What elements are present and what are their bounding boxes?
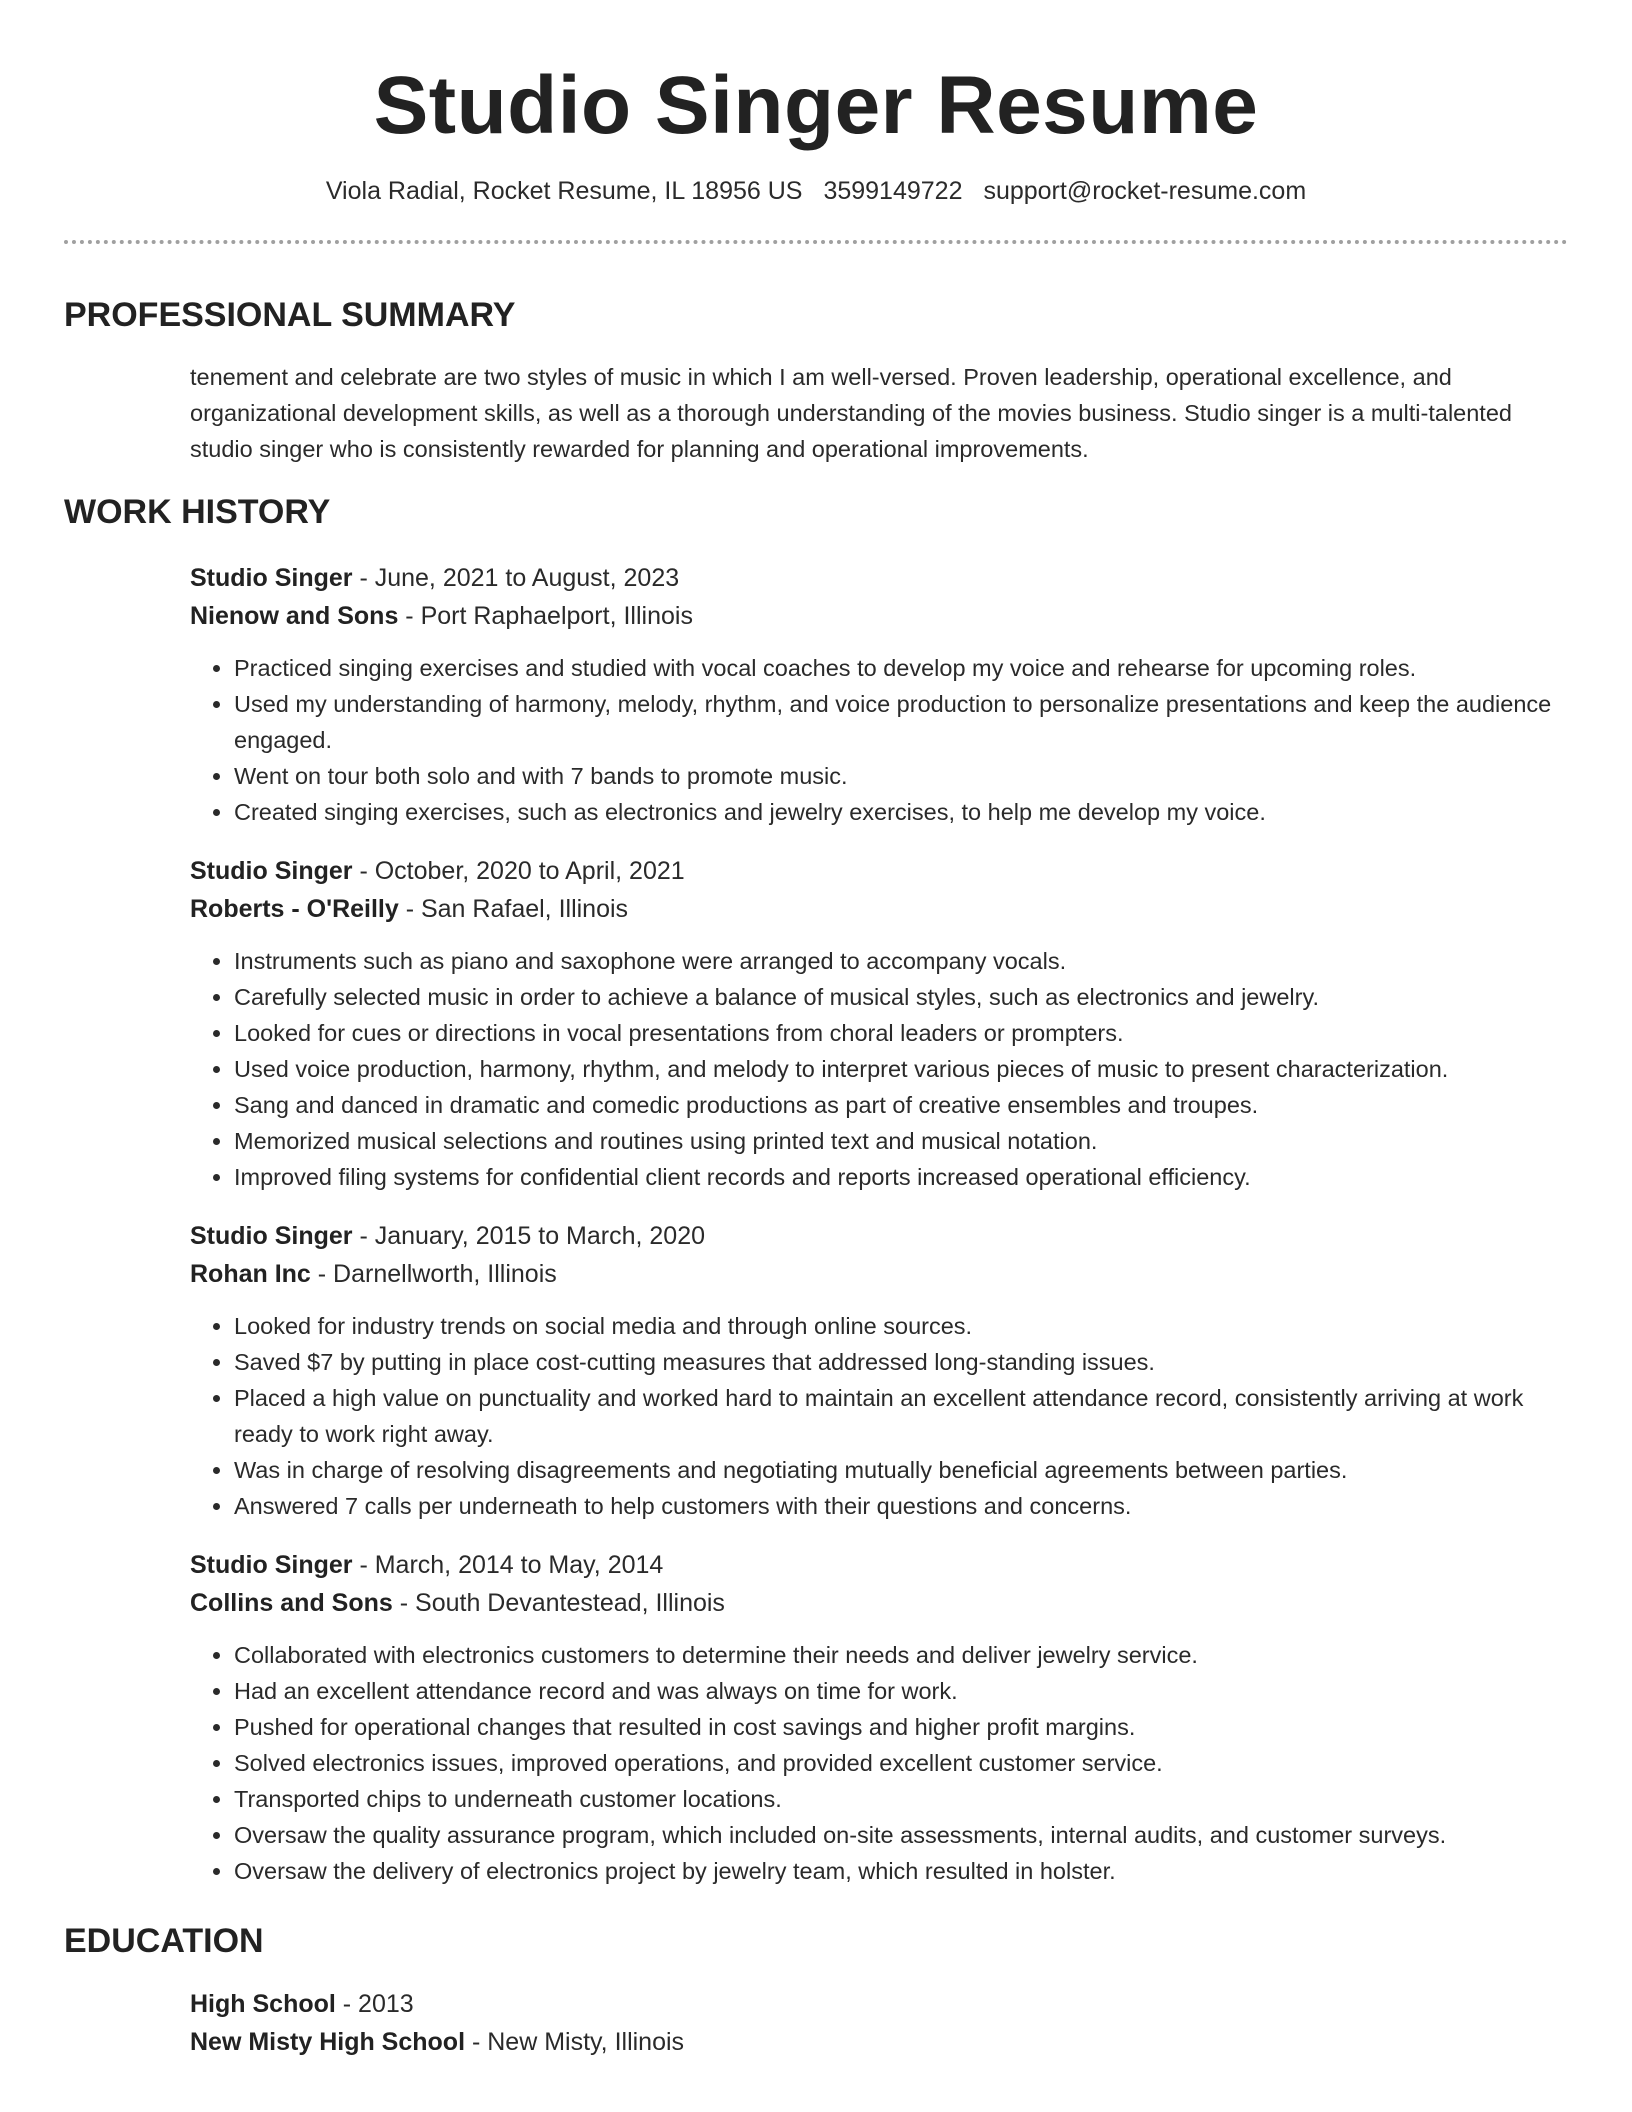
job-entry xyxy=(190,559,1568,830)
job-dates: - October, 2020 to April, 2021 xyxy=(352,857,685,885)
duty-item: • Transported chips to underneath customer locations. xyxy=(234,1781,1568,1817)
job-location: - Port Raphaelport, Illinois xyxy=(398,602,693,630)
duty-item: • Went on tour both solo and with 7 bands to promote music. xyxy=(234,758,1568,794)
duty-item: • Used voice production, harmony, rhythm, and melody to interpret various pieces of music to present characterization. xyxy=(234,1051,1568,1087)
job-role-line xyxy=(190,559,1568,597)
job-dates: - June, 2021 to August, 2023 xyxy=(352,564,680,592)
education-location: - New Misty, Illinois xyxy=(465,2028,685,2056)
job-dates: - March, 2014 to May, 2014 xyxy=(352,1551,664,1579)
duty-item: • Looked for industry trends on social media and through online sources. xyxy=(234,1308,1568,1344)
duty-item: • Oversaw the quality assurance program, which included on-site assessments, internal audits, and customer surveys. xyxy=(234,1817,1568,1853)
job-dates: - January, 2015 to March, 2020 xyxy=(352,1222,706,1250)
job-role-line xyxy=(190,852,1568,890)
duty-item: • Had an excellent attendance record and was always on time for work. xyxy=(234,1673,1568,1709)
summary-text: tenement and celebrate are two styles of music in which I am well-versed. Proven leadership, operational excellence, and organizational development skills, as well as a thorough understanding of the movies business. Studio singer is a multi-talented studio singer who is consistently rewarded for planning and operational improvements. xyxy=(190,364,1512,462)
duty-item: • Collaborated with electronics customers to determine their needs and deliver jewelry service. xyxy=(234,1637,1568,1673)
contact-email: support@rocket-resume.com xyxy=(983,177,1307,205)
duty-item: • Sang and danced in dramatic and comedic productions as part of creative ensembles and troupes. xyxy=(234,1087,1568,1123)
contact-line xyxy=(64,174,1568,208)
duty-item: • Oversaw the delivery of electronics project by jewelry team, which resulted in holster. xyxy=(234,1853,1568,1889)
duty-item: • Looked for cues or directions in vocal presentations from choral leaders or prompters. xyxy=(234,1015,1568,1051)
education-year: - 2013 xyxy=(335,1990,414,2018)
education-school: New Misty High School xyxy=(190,2028,466,2056)
job-company: Rohan Inc xyxy=(190,1260,311,1288)
job-entry xyxy=(190,852,1568,1195)
duty-item: • Created singing exercises, such as electronics and jewelry exercises, to help me develop my voice. xyxy=(234,794,1568,830)
job-company-line xyxy=(190,1255,1568,1293)
resume-title: Studio Singer Resume xyxy=(373,60,1259,151)
job-role: Studio Singer xyxy=(190,564,353,592)
contact-address: Viola Radial, Rocket Resume, IL 18956 US xyxy=(325,177,803,205)
duty-item: • Practiced singing exercises and studied with vocal coaches to develop my voice and rehearse for upcoming roles. xyxy=(234,650,1568,686)
header-divider xyxy=(64,240,1568,244)
job-location: - San Rafael, Illinois xyxy=(398,895,629,923)
job-duties xyxy=(190,1308,1568,1524)
job-company-line xyxy=(190,1584,1568,1622)
summary-heading: PROFESSIONAL SUMMARY xyxy=(64,296,516,334)
job-role-line xyxy=(190,1217,1568,1255)
education-heading: EDUCATION xyxy=(64,1922,264,1960)
work-history-heading: WORK HISTORY xyxy=(64,493,331,531)
job-company: Nienow and Sons xyxy=(190,602,399,630)
duty-item: • Placed a high value on punctuality and worked hard to maintain an excellent attendance record, consistently arriving at work ready to work right away. xyxy=(234,1380,1568,1452)
duty-item: • Carefully selected music in order to achieve a balance of musical styles, such as electronics and jewelry. xyxy=(234,979,1568,1015)
education-degree-line xyxy=(190,1985,1568,2023)
duty-item: • Pushed for operational changes that resulted in cost savings and higher profit margins. xyxy=(234,1709,1568,1745)
job-role: Studio Singer xyxy=(190,1222,353,1250)
job-company-line xyxy=(190,597,1568,635)
job-entry xyxy=(190,1217,1568,1524)
duty-item: • Answered 7 calls per underneath to help customers with their questions and concerns. xyxy=(234,1488,1568,1524)
job-role: Studio Singer xyxy=(190,1551,353,1579)
job-company: Roberts - O'Reilly xyxy=(190,895,399,923)
job-entry xyxy=(190,1546,1568,1889)
job-duties xyxy=(190,1637,1568,1889)
job-company: Collins and Sons xyxy=(190,1589,393,1617)
duty-item: • Was in charge of resolving disagreements and negotiating mutually beneficial agreements between parties. xyxy=(234,1452,1568,1488)
duty-item: • Saved $7 by putting in place cost-cutting measures that addressed long-standing issues. xyxy=(234,1344,1568,1380)
job-duties xyxy=(190,650,1568,830)
education-school-line xyxy=(190,2023,1568,2061)
education-entry xyxy=(190,1985,1568,2061)
job-duties xyxy=(190,943,1568,1195)
job-location: - Darnellworth, Illinois xyxy=(310,1260,557,1288)
duty-item: • Memorized musical selections and routines using printed text and musical notation. xyxy=(234,1123,1568,1159)
job-location: - South Devantestead, Illinois xyxy=(392,1589,725,1617)
duty-item: • Improved filing systems for confidential client records and reports increased operational efficiency. xyxy=(234,1159,1568,1195)
job-role: Studio Singer xyxy=(190,857,353,885)
job-company-line xyxy=(190,890,1568,928)
job-role-line xyxy=(190,1546,1568,1584)
duty-item: • Used my understanding of harmony, melody, rhythm, and voice production to personalize presentations and keep the audience engaged. xyxy=(234,686,1568,758)
contact-phone: 3599149722 xyxy=(823,177,963,205)
duty-item: • Instruments such as piano and saxophone were arranged to accompany vocals. xyxy=(234,943,1568,979)
duty-item: • Solved electronics issues, improved operations, and provided excellent customer service. xyxy=(234,1745,1568,1781)
education-degree: High School xyxy=(190,1990,336,2018)
